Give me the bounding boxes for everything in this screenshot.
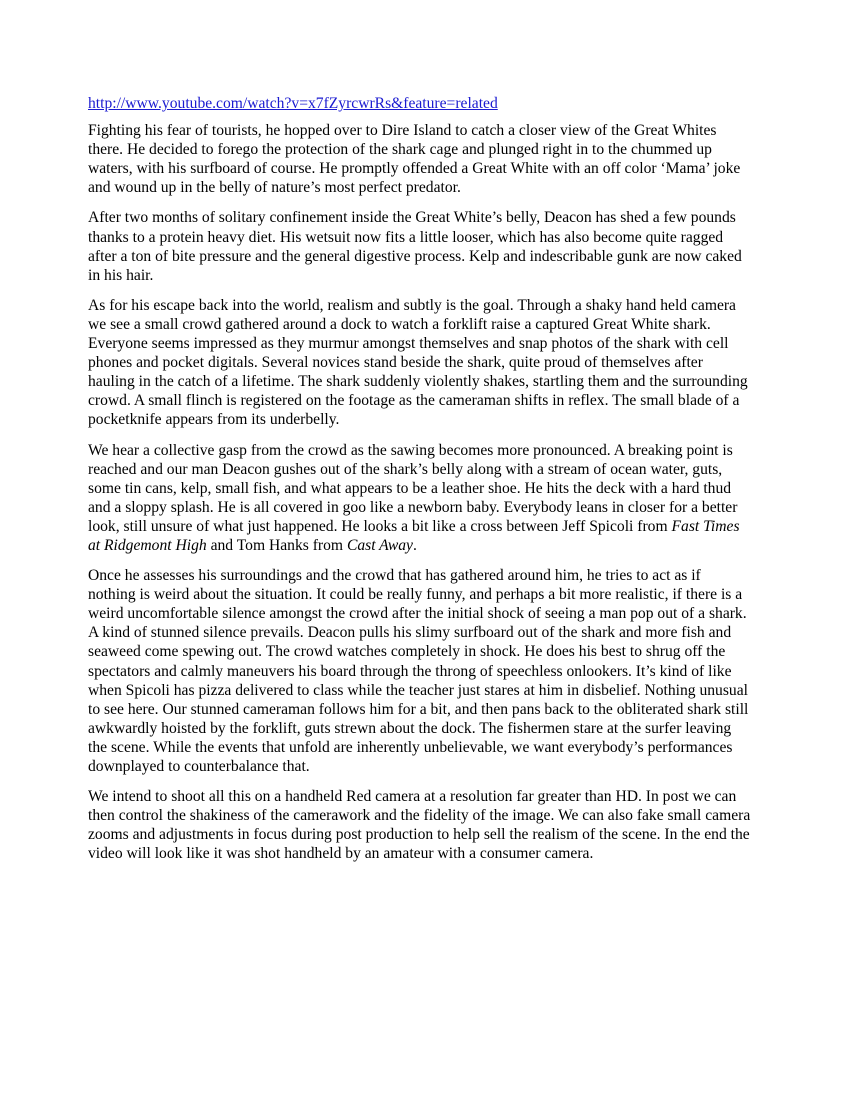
- paragraph-dire-island: Fighting his fear of tourists, he hopped over to Dire Island to catch a closer view of the Great Whites there. He decided to forego the protection of the shark cage and plunged right in to the chummed up waters, with his surfboard of course. He promptly offended a Great White with an off color ‘Mama’ joke and wound up in the belly of nature’s most perfect predator.: [88, 122, 741, 197]
- film-title-fast-times: Fast Times at Ridgemont High: [88, 517, 740, 554]
- paragraph-text: .: [412, 536, 417, 554]
- paragraph-text: We hear a collective gasp from the crowd as the sawing becomes more pronounced. A breaking point is reached and our man Deacon gushes out of the shark’s belly along with a stream of ocean water, guts, some tin cans, kelp, small fish, and what appears to be a leather shoe. He hits the deck with a hard thud and a sloppy splash. He is all covered in goo like a newborn baby. Everybody leans in closer for a better look, still unsure of what just happened. He looks a bit like a cross between Jeff Spicoli from: [88, 441, 738, 535]
- document-page: [88, 94, 752, 874]
- paragraph-belly-confinement: After two months of solitary confinement inside the Great White’s belly, Deacon has shed a few pounds thanks to a protein heavy diet. His wetsuit now fits a little looser, which has also become quite ragged after a ton of bite pressure and the general digestive process. Kelp and indescribable gunk are now caked in his hair.: [88, 209, 742, 284]
- paragraph-escape: As for his escape back into the world, realism and subtly is the goal. Through a shaky hand held camera we see a small crowd gathered around a dock to watch a forklift raise a captured Great White shark. Everyone seems impressed as they murmur amongst themselves and snap photos of the shark with cell phones and pocket digitals. Several novices stand beside the shark, quite proud of themselves after hauling in the catch of a lifetime. The shark suddenly violently shakes, startling them and the surrounding crowd. A small flinch is registered on the footage as the cameraman shifts in reflex. The small blade of a pocketknife appears from its underbelly.: [88, 296, 748, 429]
- paragraph-breaking-point: [88, 441, 752, 556]
- youtube-link[interactable]: http://www.youtube.com/watch?v=x7fZyrcwrRs&feature=related: [88, 95, 498, 112]
- paragraph-surroundings: Once he assesses his surroundings and the crowd that has gathered around him, he tries to act as if nothing is weird about the situation. It could be really funny, and perhaps a bit more realistic, if there is a weird uncomfortable silence amongst the crowd after the initial shock of seeing a man pop out of a shark. A kind of stunned silence prevails. Deacon pulls his slimy surfboard out of the shark and more fish and seaweed come spewing out. The crowd watches completely in shock. He does his best to shrug off the spectators and calmly maneuvers his board through the throng of speechless onlookers. It’s kind of like when Spicoli has pizza delivered to class while the teacher just stares at him in disbelief. Nothing unusual to see here. Our stunned cameraman follows him for a bit, and then pans back to the obliterated shark still awkwardly hoisted by the forklift, guts strewn about the dock. The fishermen stare at the surfer leaving the scene. While the events that unfold are inherently unbelievable, we want everybody’s performances downplayed to counterbalance that.: [88, 567, 749, 775]
- paragraph-production: We intend to shoot all this on a handheld Red camera at a resolution far greater than HD. In post we can then control the shakiness of the camerawork and the fidelity of the image. We can also fake small camera zooms and adjustments in focus during post production to help sell the realism of the scene. In the end the video will look like it was shot handheld by an amateur with a consumer camera.: [88, 788, 751, 863]
- film-title-cast-away: Cast Away: [346, 536, 413, 554]
- paragraph-text: and Tom Hanks from: [206, 536, 347, 554]
